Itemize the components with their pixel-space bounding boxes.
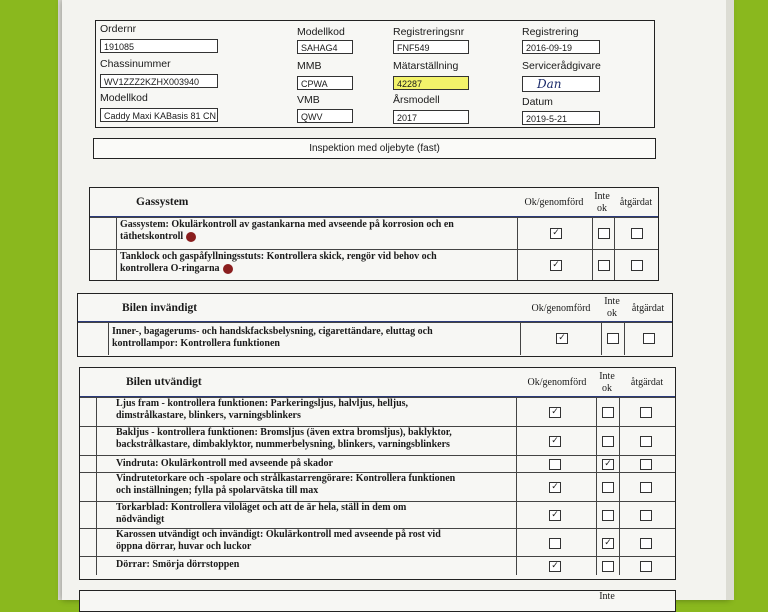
matarstallning-label: Mätarställning [393, 60, 459, 72]
section-header [80, 368, 675, 398]
column-fixed-header: åtgärdat [619, 197, 653, 208]
column-not-ok-header: ok [602, 383, 612, 394]
mmb-field[interactable]: CPWA [297, 76, 353, 90]
ok-checkbox[interactable]: ✓ [549, 436, 561, 447]
row-text: Vindrutetorkare och -spolare och strålkastarrengörare: Kontrollera funktionen och inställningen; fylla på spolarvätska till max [116, 473, 456, 496]
row-text: Bakljus - kontrollera funktionen: Bromsljus (även extra bromsljus), baklyktor, backstrålkastare, dimbaklyktor, nummerbelysning, blinkers, varningsblinkers [116, 427, 452, 450]
fixed-checkbox[interactable] [631, 228, 643, 239]
checklist-row [80, 426, 675, 455]
registreringsnr-field[interactable]: FNF549 [393, 40, 469, 54]
checklist-row [80, 528, 675, 556]
ordernr-label: Ordernr [100, 23, 137, 35]
column-ok-header: Ok/genomförd [527, 377, 587, 388]
column-not-ok-header: ok [607, 308, 617, 319]
mmb-label: MMB [297, 60, 322, 72]
modellkod-name-field[interactable]: Caddy Maxi KABasis 81 CN [100, 108, 218, 122]
modellkod-field[interactable]: SAHAG4 [297, 40, 353, 54]
fixed-checkbox[interactable] [640, 436, 652, 447]
checklist-row [80, 472, 675, 501]
section-title: Bilen utvändigt [126, 376, 202, 388]
modellkod-label: Modellkod [100, 92, 148, 104]
column-not-ok-header: Inte [604, 296, 620, 307]
checklist-row [80, 501, 675, 528]
row-text: Inner-, bagagerums- och handskfacksbelysning, cigarettändare, eluttag och kontrollampor: Kontrollera funktionen [112, 326, 433, 349]
checklist-row [80, 397, 675, 426]
row-text: Vindruta: Okulärkontroll med avseende på skador [116, 458, 333, 469]
vmb-label: VMB [297, 94, 320, 106]
paper-edge [726, 0, 734, 600]
fixed-checkbox[interactable] [640, 407, 652, 418]
section-bilen-invandigt [77, 293, 673, 357]
ok-checkbox[interactable]: ✓ [550, 260, 562, 271]
marker-dot [223, 264, 233, 274]
checklist-row [78, 322, 672, 355]
ordernr-field[interactable]: 191085 [100, 39, 218, 53]
column-fixed-header: åtgärdat [630, 377, 664, 388]
fixed-checkbox[interactable] [640, 561, 652, 572]
section-header [78, 294, 672, 323]
not-ok-checkbox[interactable] [602, 482, 614, 493]
arsmodell-field[interactable]: 2017 [393, 110, 469, 124]
arsmodell-label: Årsmodell [393, 94, 440, 106]
ok-checkbox[interactable] [549, 459, 561, 470]
chassinummer-label: Chassinummer [100, 58, 171, 70]
row-text: Tanklock och gaspåfyllningsstuts: Kontrollera skick, rengör vid behov och kontrollera O-ringarna [120, 251, 437, 274]
not-ok-checkbox[interactable] [598, 260, 610, 271]
row-text: Dörrar: Smörja dörrstoppen [116, 559, 240, 570]
datum-field[interactable]: 2019-5-21 [522, 111, 600, 125]
chassinummer-field[interactable]: WV1ZZZ2KZHX003940 [100, 74, 218, 88]
not-ok-checkbox[interactable] [602, 510, 614, 521]
vehicle-info-box [95, 20, 655, 128]
matarstallning-field[interactable]: 42287 [393, 76, 469, 90]
ok-checkbox[interactable]: ✓ [550, 228, 562, 239]
fixed-checkbox[interactable] [643, 333, 655, 344]
column-fixed-header: åtgärdat [631, 303, 665, 314]
ok-checkbox[interactable]: ✓ [549, 407, 561, 418]
registrering-label: Registrering [522, 26, 579, 38]
serviceradgivare-label: Servicerådgivare [522, 60, 601, 72]
section-next-partial [79, 590, 676, 612]
serviceradgivare-field[interactable]: Dan [522, 76, 600, 92]
column-not-ok-header: Inte [594, 191, 610, 202]
section-header [90, 188, 658, 218]
column-not-ok-header: Inte [599, 591, 615, 602]
ok-checkbox[interactable] [549, 538, 561, 549]
not-ok-checkbox[interactable]: ✓ [602, 538, 614, 549]
fixed-checkbox[interactable] [631, 260, 643, 271]
ok-checkbox[interactable]: ✓ [549, 482, 561, 493]
ok-checkbox[interactable]: ✓ [549, 561, 561, 572]
not-ok-checkbox[interactable] [602, 436, 614, 447]
row-text: Karossen utvändigt och invändigt: Okulärkontroll med avseende på rost vid öppna dörrar, huvar och luckor [116, 529, 441, 552]
row-text: Torkarblad: Kontrollera viloläget och att de är hela, ställ in dem om nödvändigt [116, 502, 407, 525]
column-ok-header: Ok/genomförd [524, 197, 584, 208]
inspection-type-banner: Inspektion med oljebyte (fast) [93, 138, 656, 159]
fixed-checkbox[interactable] [640, 482, 652, 493]
column-not-ok-header: Inte [599, 371, 615, 382]
not-ok-checkbox[interactable] [602, 407, 614, 418]
ok-checkbox[interactable]: ✓ [549, 510, 561, 521]
vmb-field[interactable]: QWV [297, 109, 353, 123]
column-ok-header: Ok/genomförd [531, 303, 591, 314]
row-text: Gassystem: Okulärkontroll av gastankarna med avseende på korrosion och en täthetskontroll [120, 219, 454, 242]
checklist-row [80, 455, 675, 472]
section-gassystem [89, 187, 659, 281]
not-ok-checkbox[interactable] [607, 333, 619, 344]
checklist-row [90, 217, 658, 249]
checklist-row [90, 249, 658, 280]
row-text: Ljus fram - kontrollera funktionen: Parkeringsljus, halvljus, helljus, dimstrålkastare, blinkers, varningsblinkers [116, 398, 409, 421]
not-ok-checkbox[interactable]: ✓ [602, 459, 614, 470]
checklist-row [80, 556, 675, 575]
not-ok-checkbox[interactable] [598, 228, 610, 239]
registreringsnr-label: Registreringsnr [393, 26, 465, 38]
fixed-checkbox[interactable] [640, 459, 652, 470]
column-not-ok-header: ok [597, 203, 607, 214]
section-title: Bilen invändigt [122, 302, 198, 314]
not-ok-checkbox[interactable] [602, 561, 614, 572]
fixed-checkbox[interactable] [640, 538, 652, 549]
registrering-field[interactable]: 2016-09-19 [522, 40, 600, 54]
datum-label: Datum [522, 96, 553, 108]
ok-checkbox[interactable]: ✓ [556, 333, 568, 344]
fixed-checkbox[interactable] [640, 510, 652, 521]
section-bilen-utvandigt [79, 367, 676, 580]
modellkod-label: Modellkod [297, 26, 345, 38]
marker-dot [186, 232, 196, 242]
section-title: Gassystem [136, 196, 189, 208]
